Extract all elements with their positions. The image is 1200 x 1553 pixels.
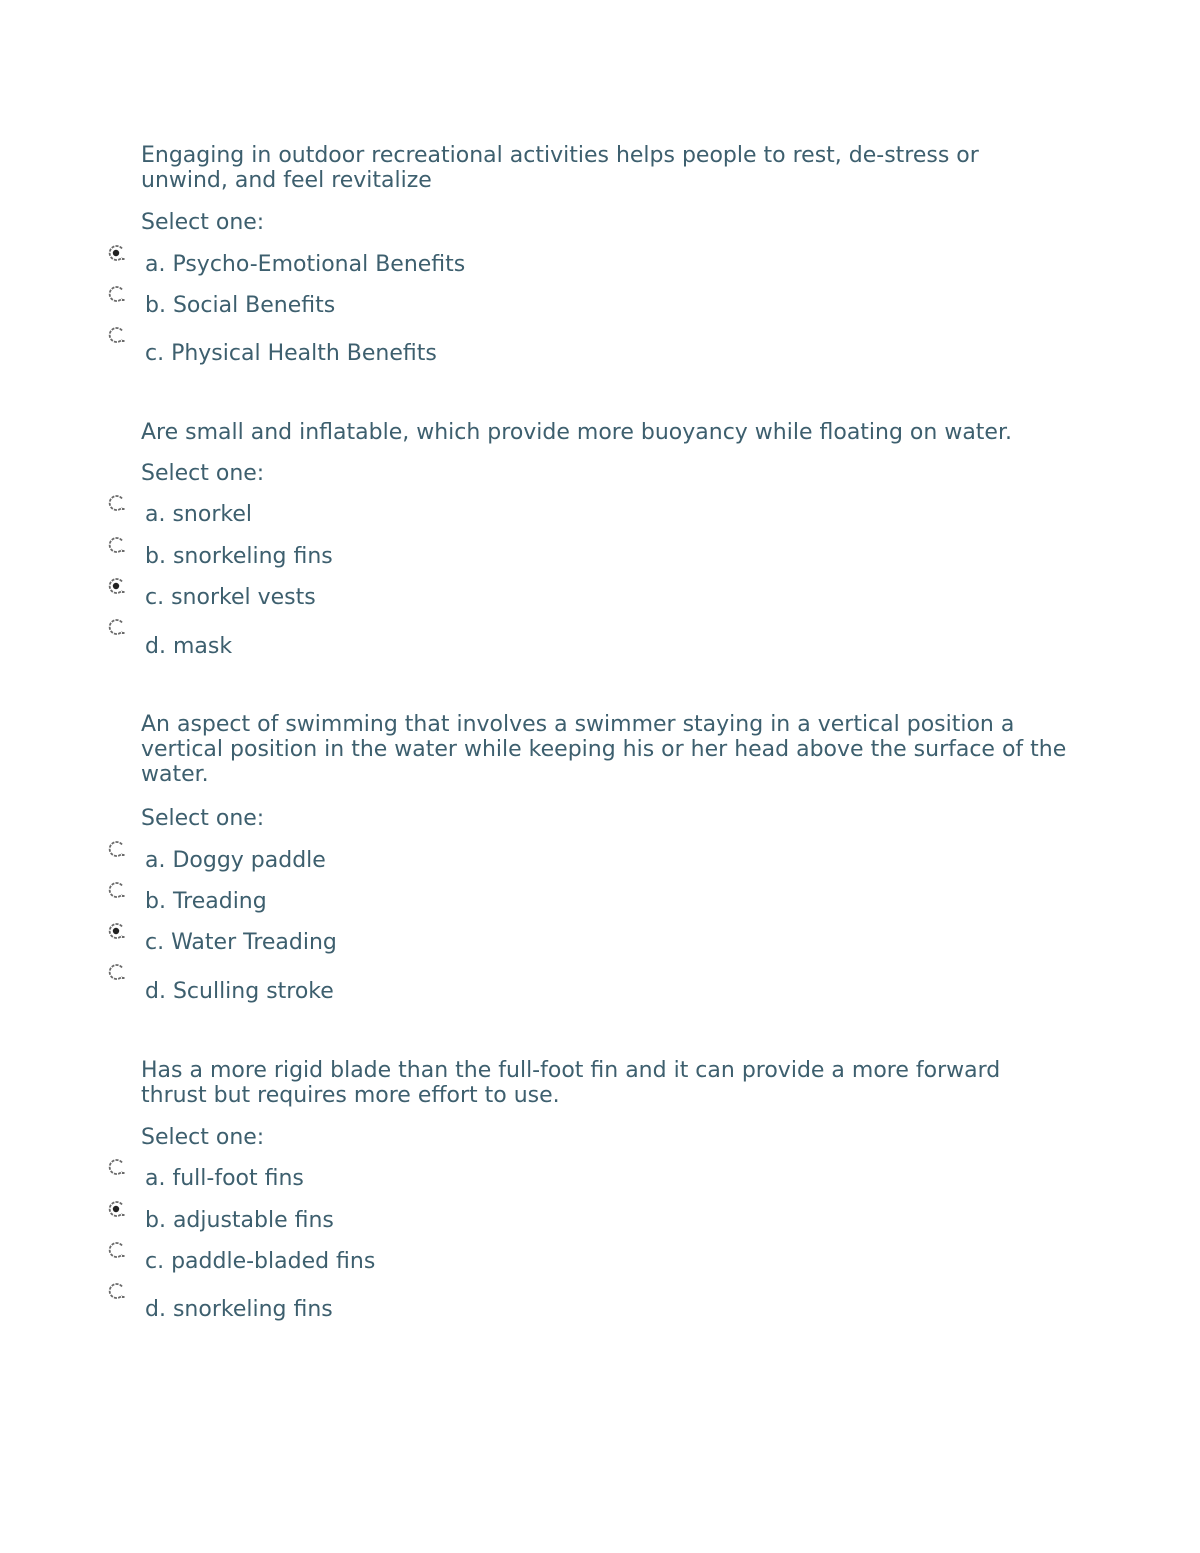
radio-unchecked-icon xyxy=(107,881,125,899)
answer-option[interactable] xyxy=(0,326,1200,368)
answer-option[interactable] xyxy=(0,1241,1200,1283)
radio-checked-icon xyxy=(107,577,125,595)
radio-ring xyxy=(110,496,122,510)
radio-button[interactable] xyxy=(107,577,125,595)
radio-button[interactable] xyxy=(107,285,125,303)
option-label: c. Physical Health Benefits xyxy=(145,341,437,366)
radio-ring-tick xyxy=(122,977,125,979)
radio-ring-tick xyxy=(122,258,125,260)
radio-button[interactable] xyxy=(107,244,125,262)
option-label: c. snorkel vests xyxy=(145,585,316,610)
radio-ring xyxy=(110,538,122,552)
radio-dot xyxy=(113,250,119,256)
option-label: c. paddle-bladed fins xyxy=(145,1249,376,1274)
radio-button[interactable] xyxy=(107,1158,125,1176)
radio-unchecked-icon xyxy=(107,326,125,344)
radio-checked-icon xyxy=(107,1200,125,1218)
answer-option[interactable] xyxy=(0,1282,1200,1324)
radio-ring-tick xyxy=(122,508,125,510)
option-label: b. snorkeling fins xyxy=(145,544,333,569)
select-one-prompt: Select one: xyxy=(141,806,265,831)
radio-ring xyxy=(110,842,122,856)
answer-option[interactable] xyxy=(0,963,1200,1005)
radio-ring xyxy=(110,1284,122,1298)
radio-unchecked-icon xyxy=(107,494,125,512)
radio-unchecked-icon xyxy=(107,963,125,981)
option-label: a. Doggy paddle xyxy=(145,848,326,873)
select-one-prompt: Select one: xyxy=(141,461,265,486)
radio-checked-icon xyxy=(107,244,125,262)
radio-button[interactable] xyxy=(107,881,125,899)
option-label: d. mask xyxy=(145,634,233,659)
radio-button[interactable] xyxy=(107,326,125,344)
radio-ring-tick xyxy=(122,936,125,938)
select-one-prompt: Select one: xyxy=(141,210,265,235)
radio-button[interactable] xyxy=(107,840,125,858)
radio-ring xyxy=(110,1160,122,1174)
radio-ring xyxy=(110,287,122,301)
answer-option[interactable] xyxy=(0,840,1200,882)
radio-ring-tick xyxy=(122,854,125,856)
radio-dot xyxy=(113,583,119,589)
radio-unchecked-icon xyxy=(107,1241,125,1259)
radio-ring-tick xyxy=(122,1255,125,1257)
radio-ring-tick xyxy=(122,1214,125,1216)
radio-ring-tick xyxy=(122,550,125,552)
radio-button[interactable] xyxy=(107,536,125,554)
radio-ring-tick xyxy=(122,340,125,342)
radio-unchecked-icon xyxy=(107,618,125,636)
option-label: c. Water Treading xyxy=(145,930,337,955)
radio-unchecked-icon xyxy=(107,536,125,554)
option-label: a. full-foot fins xyxy=(145,1166,304,1191)
answer-option[interactable] xyxy=(0,494,1200,536)
question-text: Engaging in outdoor recreational activities helps people to rest, de-stress or unwind, and feel revitalize xyxy=(141,143,979,193)
option-label: d. snorkeling fins xyxy=(145,1297,333,1322)
radio-ring xyxy=(110,883,122,897)
option-label: b. adjustable fins xyxy=(145,1208,334,1233)
radio-button[interactable] xyxy=(107,618,125,636)
select-one-prompt: Select one: xyxy=(141,1125,265,1150)
radio-unchecked-icon xyxy=(107,840,125,858)
radio-ring-tick xyxy=(122,1296,125,1298)
radio-button[interactable] xyxy=(107,1282,125,1300)
radio-button[interactable] xyxy=(107,494,125,512)
answer-option[interactable] xyxy=(0,1158,1200,1200)
radio-unchecked-icon xyxy=(107,285,125,303)
answer-option[interactable] xyxy=(0,881,1200,923)
radio-checked-icon xyxy=(107,922,125,940)
radio-ring xyxy=(110,328,122,342)
radio-ring-tick xyxy=(122,1172,125,1174)
radio-dot xyxy=(113,1206,119,1212)
radio-button[interactable] xyxy=(107,963,125,981)
radio-unchecked-icon xyxy=(107,1158,125,1176)
question-text: Are small and inflatable, which provide more buoyancy while floating on water. xyxy=(141,420,1012,445)
option-label: b. Social Benefits xyxy=(145,293,336,318)
radio-ring-tick xyxy=(122,895,125,897)
radio-ring-tick xyxy=(122,632,125,634)
answer-option[interactable] xyxy=(0,922,1200,964)
radio-button[interactable] xyxy=(107,1200,125,1218)
answer-option[interactable] xyxy=(0,1200,1200,1242)
radio-ring xyxy=(110,965,122,979)
question-text: An aspect of swimming that involves a swimmer staying in a vertical position a vertical position in the water while keeping his or her head above the surface of the water. xyxy=(141,712,1067,787)
radio-ring-tick xyxy=(122,591,125,593)
answer-option[interactable] xyxy=(0,577,1200,619)
radio-button[interactable] xyxy=(107,1241,125,1259)
option-label: b. Treading xyxy=(145,889,267,914)
answer-option[interactable] xyxy=(0,618,1200,660)
radio-button[interactable] xyxy=(107,922,125,940)
radio-dot xyxy=(113,928,119,934)
option-label: a. snorkel xyxy=(145,502,252,527)
answer-option[interactable] xyxy=(0,244,1200,286)
option-label: a. Psycho-Emotional Benefits xyxy=(145,252,466,277)
answer-option[interactable] xyxy=(0,285,1200,327)
question-text: Has a more rigid blade than the full-foot fin and it can provide a more forward thrust but requires more effort to use. xyxy=(141,1058,1001,1108)
answer-option[interactable] xyxy=(0,536,1200,578)
radio-unchecked-icon xyxy=(107,1282,125,1300)
radio-ring xyxy=(110,620,122,634)
radio-ring-tick xyxy=(122,299,125,301)
radio-ring xyxy=(110,1243,122,1257)
option-label: d. Sculling stroke xyxy=(145,979,334,1004)
